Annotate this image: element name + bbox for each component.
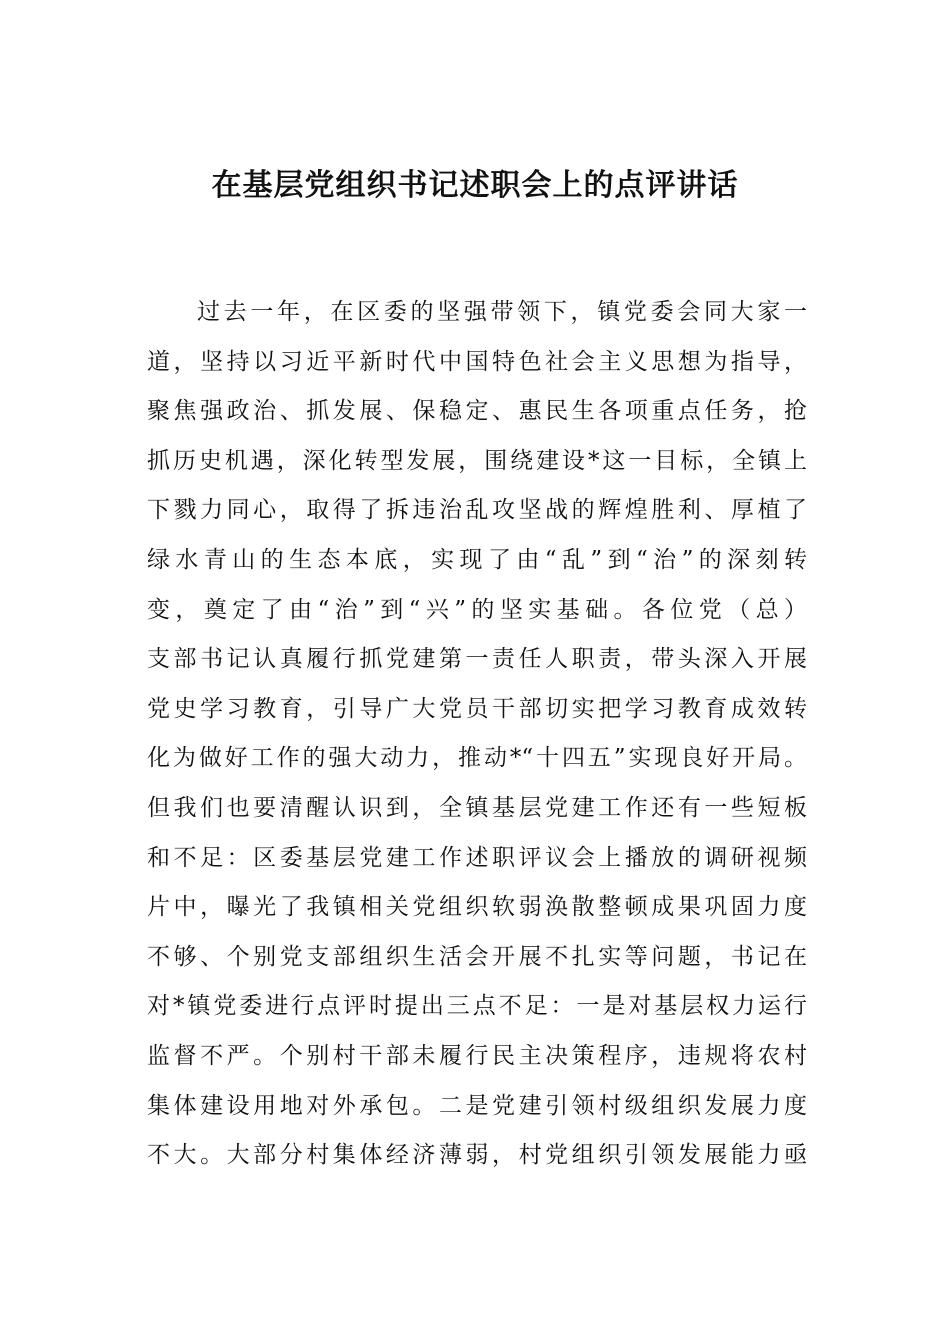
paragraph-line: 聚焦强政治、抓发展、保稳定、惠民生各项重点任务，抢 xyxy=(147,398,807,425)
document-body xyxy=(147,292,807,1185)
paragraph-line: 监督不严。个别村干部未履行民主决策程序，违规将农村 xyxy=(147,1042,807,1069)
paragraph-line: 绿水青山的生态本底，实现了由“乱”到“治”的深刻转 xyxy=(147,546,807,573)
paragraph-line: 下戮力同心，取得了拆违治乱攻坚战的辉煌胜利、厚植了 xyxy=(147,497,807,524)
paragraph-line: 对*镇党委进行点评时提出三点不足：一是对基层权力运行 xyxy=(147,993,807,1020)
paragraph-line: 片中，曝光了我镇相关党组织软弱涣散整顿成果巩固力度 xyxy=(147,894,807,921)
paragraph-line: 不够、个别党支部组织生活会开展不扎实等问题，书记在 xyxy=(147,943,807,970)
paragraph-line: 支部书记认真履行抓党建第一责任人职责，带头深入开展 xyxy=(147,646,807,673)
paragraph-line: 道，坚持以习近平新时代中国特色社会主义思想为指导， xyxy=(147,348,807,375)
paragraph-line: 变，奠定了由“治”到“兴”的坚实基础。各位党（总） xyxy=(147,596,807,623)
paragraph-line: 不大。大部分村集体经济薄弱，村党组织引领发展能力亟 xyxy=(147,1142,807,1169)
paragraph-line: 化为做好工作的强大动力，推动*“十四五”实现良好开局。 xyxy=(147,745,807,772)
paragraph-line: 过去一年，在区委的坚强带领下，镇党委会同大家一 xyxy=(197,299,807,325)
paragraph-line: 集体建设用地对外承包。二是党建引领村级组织发展力度 xyxy=(147,1092,807,1119)
paragraph-line: 抓历史机遇，深化转型发展，围绕建设*这一目标，全镇上 xyxy=(147,447,807,474)
paragraph-line: 党史学习教育，引导广大党员干部切实把学习教育成效转 xyxy=(147,695,807,722)
document-title: 在基层党组织书记述职会上的点评讲话 xyxy=(211,168,739,203)
paragraph-line: 但我们也要清醒认识到，全镇基层党建工作还有一些短板 xyxy=(147,794,807,821)
paragraph-line: 和不足：区委基层党建工作述职评议会上播放的调研视频 xyxy=(147,844,807,871)
